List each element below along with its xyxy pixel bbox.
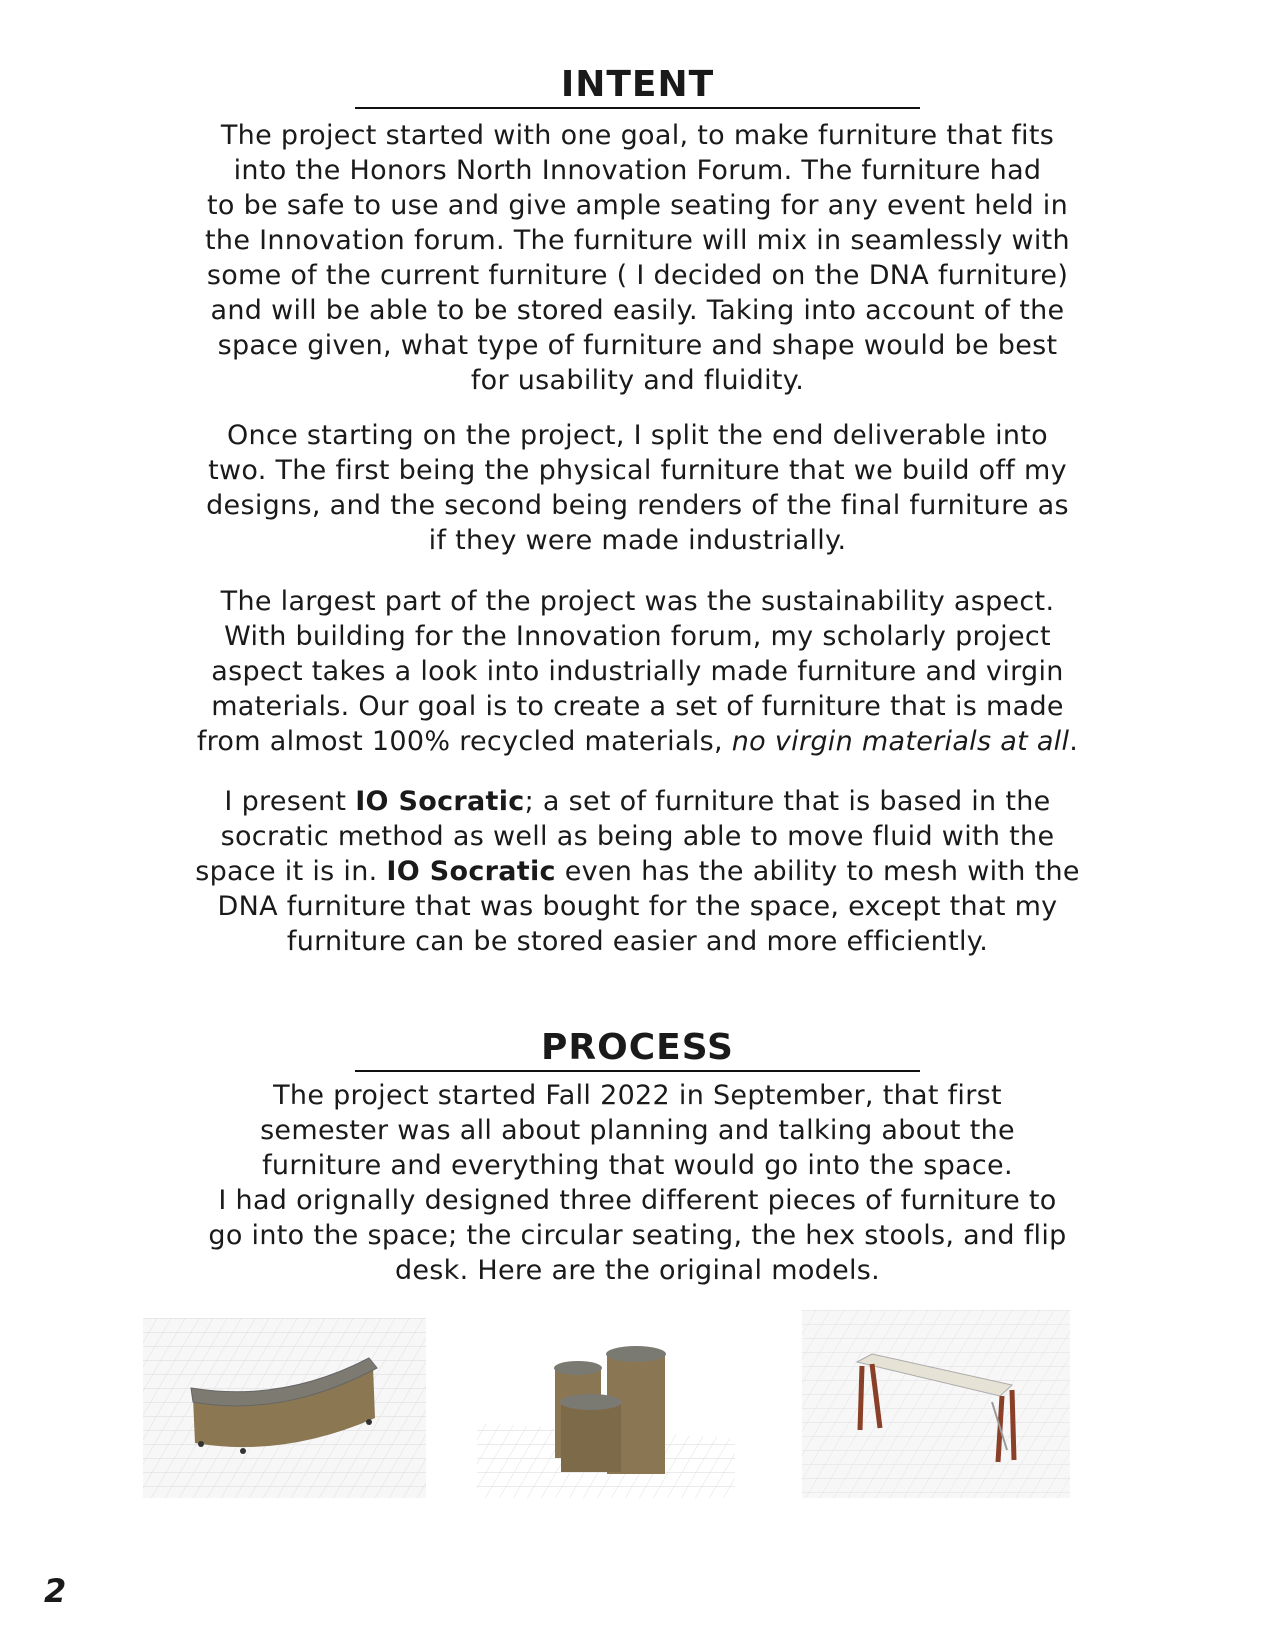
product-name: IO Socratic xyxy=(386,856,556,887)
intent-paragraph-3-text: The largest part of the project was the sustainability aspect. With building for the Innovation forum, my scholarly project aspect takes a look into industrially made furniture and virgin materials. Our goal is to create a set of furniture that is made from almost 100% recycled materials, xyxy=(196,586,1064,757)
intent-paragraph-4-b: ; a set of furniture that is based in the socratic method as well as being able to move fluid with the space it is in. xyxy=(195,786,1055,887)
page-number: 2 xyxy=(44,1572,67,1610)
stool-top xyxy=(606,1346,666,1362)
intent-paragraph-1: The project started with one goal, to make furniture that fits into the Honors North Innovation Forum. The furniture had to be safe to use and give ample seating for any event held in the Innovation forum. The furniture will mix in seamlessly with some of the current furniture ( I decided on the DNA furniture) and will be able to be stored easily. Taking into account of the space given, what type of furniture and shape would be best for usability and fluidity. xyxy=(205,120,1070,396)
circular-seating-render xyxy=(143,1318,426,1498)
intent-heading: INTENT xyxy=(355,65,920,109)
product-name: IO Socratic xyxy=(355,786,525,817)
process-heading: PROCESS xyxy=(355,1028,920,1072)
intent-paragraph-2: Once starting on the project, I split the end deliverable into two. The first being the physical furniture that we build off my designs, and the second being renders of the final furniture as if they were made industrially. xyxy=(206,420,1069,556)
stool-top xyxy=(560,1394,622,1410)
hex-stools-render xyxy=(477,1318,735,1498)
intent-paragraph-3-emphasis: no virgin materials at all xyxy=(731,726,1070,757)
circular-seating-model xyxy=(143,1318,426,1498)
stool-top xyxy=(554,1361,602,1375)
process-paragraph: The project started Fall 2022 in September, that first semester was all about planning and talking about the furniture and everything that would go into the space. I had orignally designed three different pieces of furniture to go into the space; the circular seating, the hex stools, and flip desk. Here are the original models. xyxy=(208,1080,1067,1286)
intent-paragraph-4-a: I present xyxy=(224,786,356,817)
hex-stools-model xyxy=(477,1318,735,1498)
intent-paragraph-3 xyxy=(130,584,1145,759)
intent-paragraph-4 xyxy=(130,784,1145,959)
intent-paragraph-4-c: even has the ability to mesh with the DNA furniture that was bought for the space, except that my furniture can be stored easier and more efficiently. xyxy=(217,856,1080,957)
flip-desk-model xyxy=(802,1310,1070,1498)
intent-paragraph-3-end: . xyxy=(1069,726,1079,757)
flip-desk-render xyxy=(802,1310,1070,1498)
